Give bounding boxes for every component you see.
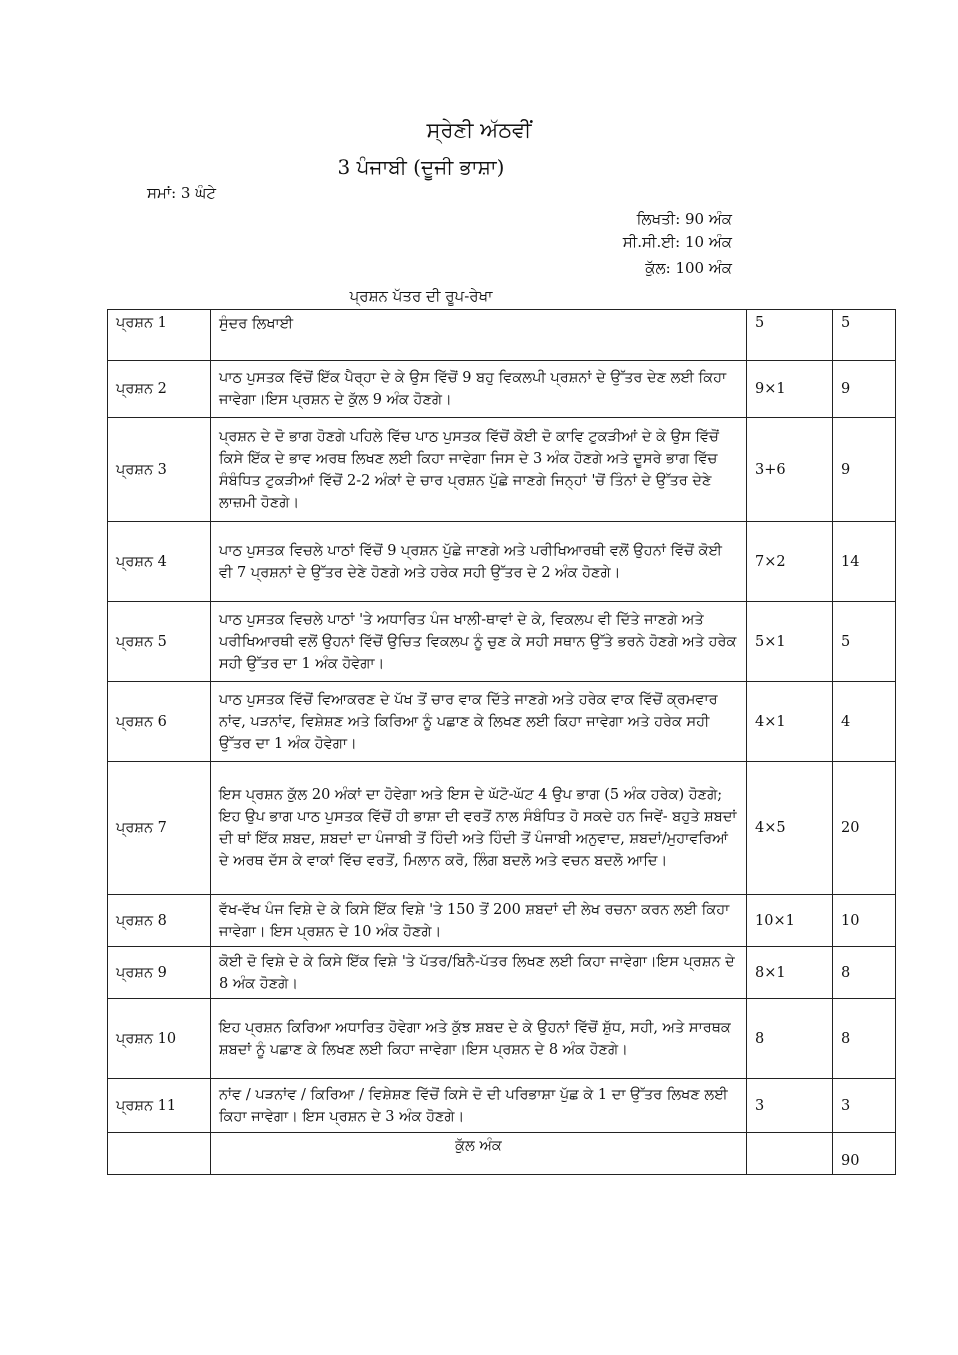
- question-description: ਸੁੰਦਰ ਲਿਖਾਈ: [211, 310, 747, 361]
- question-breakdown: 5×1: [747, 602, 833, 682]
- question-description: ਇਸ ਪ੍ਰਸ਼ਨ ਕੁੱਲ 20 ਅੰਕਾਂ ਦਾ ਹੋਵੇਗਾ ਅਤੇ ਇਸ ਦੇ ਘੱਟੋ-ਘੱਟ 4 ਉਪ ਭਾਗ (5 ਅੰਕ ਹਰੇਕ) ਹੋਣਗੇ; ਇਹ ਉਪ ਭਾਗ ਪਾਠ ਪੁਸਤਕ ਵਿੱਚੋਂ ਹੀ ਭਾਸ਼ਾ ਦੀ ਵਰਤੋਂ ਨਾਲ ਸੰਬੰਧਿਤ ਹੋ ਸਕਦੇ ਹਨ ਜਿਵੇਂ- ਬਹੁਤੇ ਸ਼ਬਦਾਂ ਦੀ ਥਾਂ ਇੱਕ ਸ਼ਬਦ, ਸ਼ਬਦਾਂ ਦਾ ਪੰਜਾਬੀ ਤੋਂ ਹਿੰਦੀ ਅਤੇ ਹਿੰਦੀ ਤੋਂ ਪੰਜਾਬੀ ਅਨੁਵਾਦ, ਸ਼ਬਦਾਂ/ਮੁਹਾਵਰਿਆਂ ਦੇ ਅਰਥ ਦੱਸ ਕੇ ਵਾਕਾਂ ਵਿੱਚ ਵਰਤੋਂ, ਮਿਲਾਨ ਕਰੋ, ਲਿੰਗ ਬਦਲੋ ਅਤੇ ਵਚਨ ਬਦਲੋ ਆਦਿ।: [211, 762, 747, 895]
- question-breakdown: 4×1: [747, 682, 833, 762]
- question-marks: 10: [833, 895, 896, 947]
- table-row-total: [108, 1133, 896, 1175]
- question-description: ਇਹ ਪ੍ਰਸ਼ਨ ਕਿਰਿਆ ਅਧਾਰਿਤ ਹੋਵੇਗਾ ਅਤੇ ਕੁੱਝ ਸ਼ਬਦ ਦੇ ਕੇ ਉਹਨਾਂ ਵਿੱਚੋਂ ਸ਼ੁੱਧ, ਸਹੀ, ਅਤੇ ਸਾਰਥਕ ਸ਼ਬਦਾਂ ਨੂੰ ਪਛਾਣ ਕੇ ਲਿਖਣ ਲਈ ਕਿਹਾ ਜਾਵੇਗਾ।ਇਸ ਪ੍ਰਸ਼ਨ ਦੇ 8 ਅੰਕ ਹੋਣਗੇ।: [211, 999, 747, 1079]
- table-row: [108, 895, 896, 947]
- table-row: [108, 522, 896, 602]
- question-breakdown: 9×1: [747, 361, 833, 418]
- question-description: ਪਾਠ ਪੁਸਤਕ ਵਿਚਲੇ ਪਾਠਾਂ 'ਤੇ ਅਧਾਰਿਤ ਪੰਜ ਖਾਲੀ-ਥਾਵਾਂ ਦੇ ਕੇ, ਵਿਕਲਪ ਵੀ ਦਿੱਤੇ ਜਾਣਗੇ ਅਤੇ ਪਰੀਖਿਆਰਥੀ ਵਲੋਂ ਉਹਨਾਂ ਵਿੱਚੋਂ ਉਚਿਤ ਵਿਕਲਪ ਨੂੰ ਚੁਣ ਕੇ ਸਹੀ ਸਥਾਨ ਉੱਤੇ ਭਰਨੇ ਹੋਣਗੇ ਅਤੇ ਹਰੇਕ ਸਹੀ ਉੱਤਰ ਦਾ 1 ਅੰਕ ਹੋਵੇਗਾ।: [211, 602, 747, 682]
- question-marks: 8: [833, 999, 896, 1079]
- question-label: ਪ੍ਰਸ਼ਨ 10: [108, 999, 211, 1079]
- question-label: ਪ੍ਰਸ਼ਨ 7: [108, 762, 211, 895]
- paper-outline-heading: ਪ੍ਰਸ਼ਨ ਪੱਤਰ ਦੀ ਰੂਪ-ਰੇਖਾ: [349, 287, 493, 305]
- question-label: ਪ੍ਰਸ਼ਨ 1: [108, 310, 211, 361]
- class-title: ਸ੍ਰੇਣੀ ਅੱਠਵੀਂ: [426, 118, 532, 142]
- total-marks-label: ਕੁੱਲ ਅੰਕ: [211, 1133, 747, 1175]
- table-row: [108, 1079, 896, 1133]
- table-row: [108, 361, 896, 418]
- question-label: ਪ੍ਰਸ਼ਨ 9: [108, 947, 211, 999]
- time-allowed: ਸਮਾਂ: 3 ਘੰਟੇ: [147, 184, 217, 202]
- question-breakdown: 3+6: [747, 418, 833, 522]
- written-marks: ਲਿਖਤੀ: 90 ਅੰਕ: [636, 210, 732, 228]
- table-row: [108, 999, 896, 1079]
- subject-title: 3 ਪੰਜਾਬੀ (ਦੂਜੀ ਭਾਸ਼ਾ): [337, 155, 505, 179]
- question-description: ਨਾਂਵ / ਪੜਨਾਂਵ / ਕਿਰਿਆ / ਵਿਸ਼ੇਸ਼ਣ ਵਿੱਚੋਂ ਕਿਸੇ ਦੋ ਦੀ ਪਰਿਭਾਸ਼ਾ ਪੁੱਛ ਕੇ 1 ਦਾ ਉੱਤਰ ਲਿਖਣ ਲਈ ਕਿਹਾ ਜਾਵੇਗਾ। ਇਸ ਪ੍ਰਸ਼ਨ ਦੇ 3 ਅੰਕ ਹੋਣਗੇ।: [211, 1079, 747, 1133]
- question-description: ਪਾਠ ਪੁਸਤਕ ਵਿੱਚੋਂ ਇੱਕ ਪੈਰ੍ਹਾ ਦੇ ਕੇ ਉਸ ਵਿੱਚੋਂ 9 ਬਹੁ ਵਿਕਲਪੀ ਪ੍ਰਸ਼ਨਾਂ ਦੇ ਉੱਤਰ ਦੇਣ ਲਈ ਕਿਹਾ ਜਾਵੇਗਾ।ਇਸ ਪ੍ਰਸ਼ਨ ਦੇ ਕੁੱਲ 9 ਅੰਕ ਹੋਣਗੇ।: [211, 361, 747, 418]
- table-row: [108, 682, 896, 762]
- table-row: [108, 418, 896, 522]
- question-marks: 9: [833, 418, 896, 522]
- table-row: [108, 762, 896, 895]
- question-breakdown: 8: [747, 999, 833, 1079]
- table-row: [108, 947, 896, 999]
- question-description: ਪਾਠ ਪੁਸਤਕ ਵਿਚਲੇ ਪਾਠਾਂ ਵਿੱਚੋਂ 9 ਪ੍ਰਸ਼ਨ ਪੁੱਛੇ ਜਾਣਗੇ ਅਤੇ ਪਰੀਖਿਆਰਥੀ ਵਲੋਂ ਉਹਨਾਂ ਵਿੱਚੋਂ ਕੋਈ ਵੀ 7 ਪ੍ਰਸ਼ਨਾਂ ਦੇ ਉੱਤਰ ਦੇਣੇ ਹੋਣਗੇ ਅਤੇ ਹਰੇਕ ਸਹੀ ਉੱਤਰ ਦੇ 2 ਅੰਕ ਹੋਣਗੇ।: [211, 522, 747, 602]
- question-marks: 3: [833, 1079, 896, 1133]
- question-breakdown: 4×5: [747, 762, 833, 895]
- cce-marks: ਸੀ.ਸੀ.ਈ: 10 ਅੰਕ: [622, 233, 732, 251]
- question-label: ਪ੍ਰਸ਼ਨ 2: [108, 361, 211, 418]
- table-row: [108, 602, 896, 682]
- question-paper-table: [107, 309, 896, 1175]
- question-breakdown: 8×1: [747, 947, 833, 999]
- question-marks: 8: [833, 947, 896, 999]
- question-marks: 20: [833, 762, 896, 895]
- question-marks: 14: [833, 522, 896, 602]
- table-row: [108, 310, 896, 361]
- question-breakdown: 3: [747, 1079, 833, 1133]
- question-description: ਪ੍ਰਸ਼ਨ ਦੇ ਦੋ ਭਾਗ ਹੋਣਗੇ ਪਹਿਲੇ ਵਿੱਚ ਪਾਠ ਪੁਸਤਕ ਵਿੱਚੋਂ ਕੋਈ ਦੋ ਕਾਵਿ ਟੁਕੜੀਆਂ ਦੇ ਕੇ ਉਸ ਵਿੱਚੋਂ ਕਿਸੇ ਇੱਕ ਦੇ ਭਾਵ ਅਰਥ ਲਿਖਣ ਲਈ ਕਿਹਾ ਜਾਵੇਗਾ ਜਿਸ ਦੇ 3 ਅੰਕ ਹੋਣਗੇ ਅਤੇ ਦੂਸਰੇ ਭਾਗ ਵਿੱਚ ਸੰਬੰਧਿਤ ਟੁਕੜੀਆਂ ਵਿੱਚੋਂ 2-2 ਅੰਕਾਂ ਦੇ ਚਾਰ ਪ੍ਰਸ਼ਨ ਪੁੱਛੇ ਜਾਣਗੇ ਜਿਨ੍ਹਾਂ 'ਚੋਂ ਤਿੰਨਾਂ ਦੇ ਉੱਤਰ ਦੇਣੇ ਲਾਜ਼ਮੀ ਹੋਣਗੇ।: [211, 418, 747, 522]
- question-marks: 5: [833, 602, 896, 682]
- question-breakdown: 5: [747, 310, 833, 361]
- question-description: ਵੱਖ-ਵੱਖ ਪੰਜ ਵਿਸ਼ੇ ਦੇ ਕੇ ਕਿਸੇ ਇੱਕ ਵਿਸ਼ੇ 'ਤੇ 150 ਤੋਂ 200 ਸ਼ਬਦਾਂ ਦੀ ਲੇਖ ਰਚਨਾ ਕਰਨ ਲਈ ਕਿਹਾ ਜਾਵੇਗਾ। ਇਸ ਪ੍ਰਸ਼ਨ ਦੇ 10 ਅੰਕ ਹੋਣਗੇ।: [211, 895, 747, 947]
- question-label: ਪ੍ਰਸ਼ਨ 4: [108, 522, 211, 602]
- question-label: ਪ੍ਰਸ਼ਨ 6: [108, 682, 211, 762]
- question-marks: 4: [833, 682, 896, 762]
- question-breakdown: 7×2: [747, 522, 833, 602]
- question-description: ਕੋਈ ਦੋ ਵਿਸ਼ੇ ਦੇ ਕੇ ਕਿਸੇ ਇੱਕ ਵਿਸ਼ੇ 'ਤੇ ਪੱਤਰ/ਬਿਨੈ-ਪੱਤਰ ਲਿਖਣ ਲਈ ਕਿਹਾ ਜਾਵੇਗਾ।ਇਸ ਪ੍ਰਸ਼ਨ ਦੇ 8 ਅੰਕ ਹੋਣਗੇ।: [211, 947, 747, 999]
- question-marks: 5: [833, 310, 896, 361]
- question-breakdown: 10×1: [747, 895, 833, 947]
- total-marks-value: 90: [833, 1133, 896, 1175]
- question-label: ਪ੍ਰਸ਼ਨ 5: [108, 602, 211, 682]
- total-marks: ਕੁੱਲ: 100 ਅੰਕ: [645, 259, 732, 277]
- question-label: ਪ੍ਰਸ਼ਨ 3: [108, 418, 211, 522]
- question-description: ਪਾਠ ਪੁਸਤਕ ਵਿੱਚੋਂ ਵਿਆਕਰਣ ਦੇ ਪੱਖ ਤੋਂ ਚਾਰ ਵਾਕ ਦਿੱਤੇ ਜਾਣਗੇ ਅਤੇ ਹਰੇਕ ਵਾਕ ਵਿੱਚੋਂ ਕ੍ਰਮਵਾਰ ਨਾਂਵ, ਪੜਨਾਂਵ, ਵਿਸ਼ੇਸ਼ਣ ਅਤੇ ਕਿਰਿਆ ਨੂੰ ਪਛਾਣ ਕੇ ਲਿਖਣ ਲਈ ਕਿਹਾ ਜਾਵੇਗਾ ਅਤੇ ਹਰੇਕ ਸਹੀ ਉੱਤਰ ਦਾ 1 ਅੰਕ ਹੋਵੇਗਾ।: [211, 682, 747, 762]
- empty-cell: [747, 1133, 833, 1175]
- question-label: ਪ੍ਰਸ਼ਨ 11: [108, 1079, 211, 1133]
- question-marks: 9: [833, 361, 896, 418]
- empty-cell: [108, 1133, 211, 1175]
- question-label: ਪ੍ਰਸ਼ਨ 8: [108, 895, 211, 947]
